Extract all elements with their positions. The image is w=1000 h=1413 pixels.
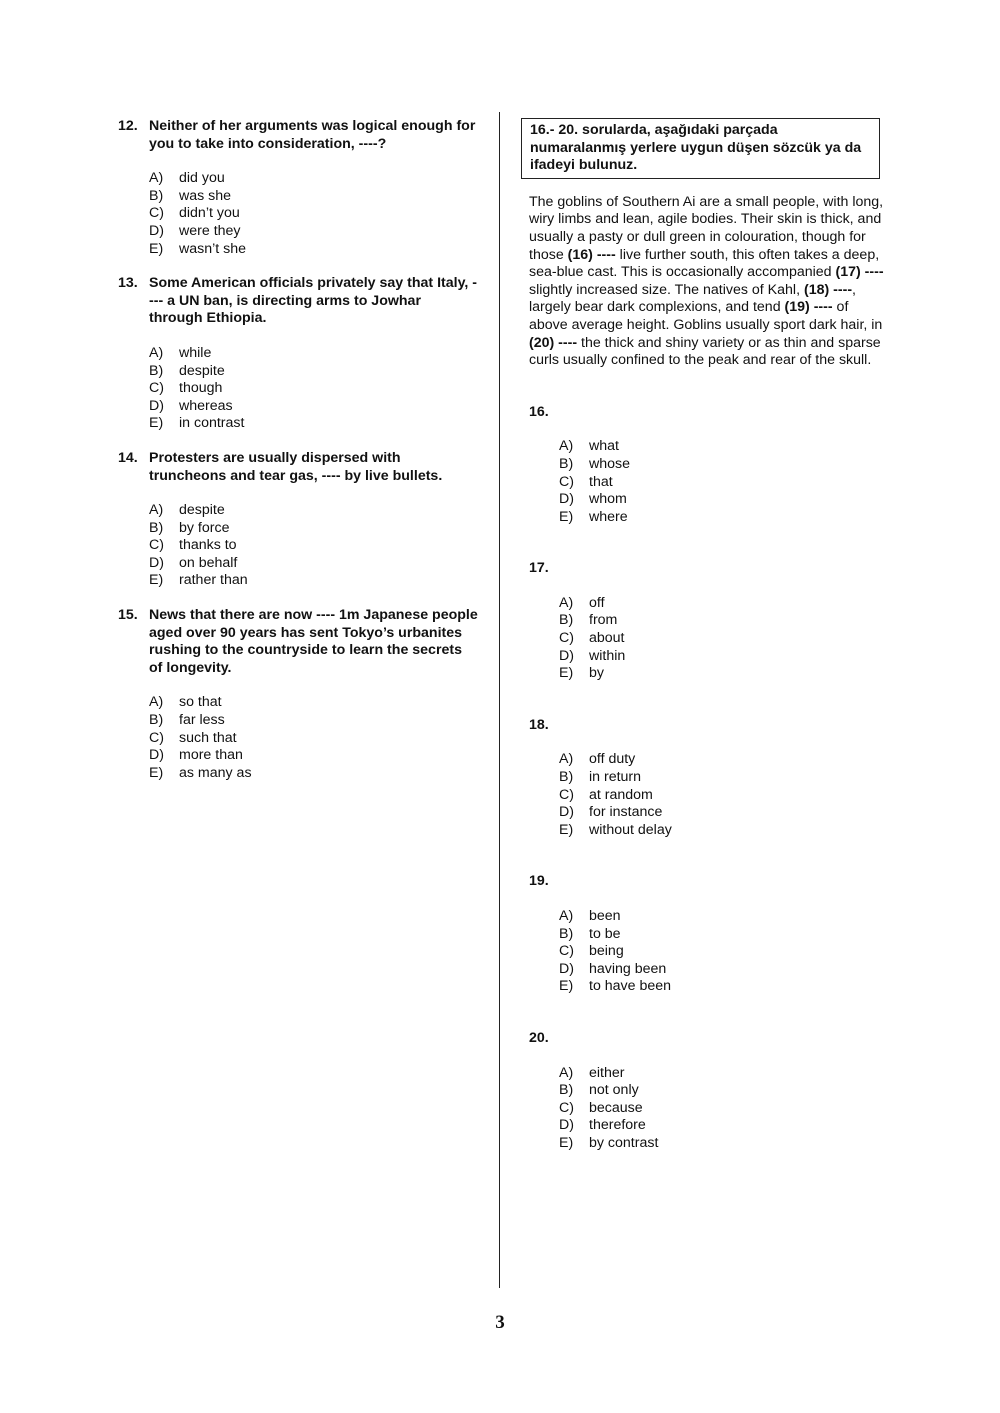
option-a[interactable]: A) been (559, 908, 621, 924)
reading-passage: The goblins of Southern Ai are a small people, with long, wiry limbs and lean, agile bodies. Their skin is thick, and usually a pasty or dull green in colouration, though for those (16) ---- live further south, this often takes a deep, sea-blue cast. This is occasionally accompanied (17) ---- slightly increased size. The natives of Kahl, (18) ----, largely bear dark complexions, and tend (19) ---- of above average height. Goblins usually sport dark hair, in (20) ---- the thick and shiny variety or as thin and sparse curls usually confined to the peak and rear of the skull. (529, 193, 884, 369)
blank-19: (19) ---- (784, 299, 833, 316)
option-b[interactable]: B) from (559, 612, 618, 629)
option-a[interactable]: A) while (149, 344, 212, 361)
option-b[interactable]: B) was she (149, 187, 232, 204)
left-column (118, 118, 478, 799)
option-c[interactable]: C) though (149, 380, 223, 397)
question-number: 17. (529, 560, 549, 577)
option-a[interactable]: A) off (559, 594, 605, 611)
column-divider (499, 112, 500, 1288)
option-a[interactable]: A) either (559, 1064, 625, 1081)
question-number: 16. (529, 403, 549, 420)
question-number: 15. (118, 607, 138, 624)
right-column (529, 118, 889, 1153)
option-e[interactable]: E) as many as (149, 764, 252, 781)
option-d[interactable]: D) whereas (149, 397, 233, 414)
option-d[interactable]: D) were they (149, 222, 241, 239)
question-20 (529, 1030, 889, 1153)
option-c[interactable]: C) being (559, 943, 624, 960)
question-stem: News that there are now ---- 1m Japanese people aged over 90 years has sent Tokyo’s urbanites rushing to the countryside to learn the secrets of longevity. (149, 607, 478, 676)
page-number: 3 (495, 1312, 505, 1333)
question-number: 14. (118, 449, 138, 466)
question-17 (529, 560, 889, 683)
option-c[interactable]: C) that (559, 473, 613, 490)
option-d[interactable]: D) whom (559, 491, 627, 508)
option-c[interactable]: C) at random (559, 786, 653, 803)
option-d[interactable]: D) more than (149, 747, 243, 764)
question-stem: Protesters are usually dispersed with truncheons and tear gas, ---- by live bullets. (149, 449, 443, 484)
blank-16: (16) ---- (567, 246, 616, 263)
option-c[interactable]: C) didn’t you (149, 205, 240, 222)
option-c[interactable]: C) such that (149, 729, 237, 746)
question-12 (118, 118, 478, 258)
option-d[interactable]: D) for instance (559, 804, 663, 821)
option-e[interactable]: E) wasn’t she (149, 240, 247, 257)
option-c[interactable]: C) because (559, 1099, 643, 1116)
option-b[interactable]: B) despite (149, 362, 225, 379)
question-18 (529, 717, 889, 840)
instruction-box: 16.- 20. sorularda, aşağıdaki parçada numaralanmış yerlere uygun düşen sözcük ya da ifadeyi bulunuz. (521, 118, 880, 179)
option-d[interactable]: D) within (559, 647, 626, 664)
option-e[interactable]: E) by contrast (559, 1134, 659, 1151)
option-a[interactable]: A) what (559, 438, 619, 455)
option-e[interactable]: E) in contrast (149, 415, 245, 432)
question-stem: Neither of her arguments was logical enough for you to take into consideration, ----? (149, 118, 476, 152)
question-15 (118, 607, 478, 782)
option-b[interactable]: B) in return (559, 769, 642, 786)
blank-17: (17) ---- (835, 264, 884, 281)
option-a[interactable]: A) did you (149, 170, 225, 187)
option-d[interactable]: D) having been (559, 960, 667, 977)
question-19 (529, 873, 889, 996)
option-c[interactable]: C) thanks to (149, 537, 237, 554)
option-e[interactable]: E) rather than (149, 572, 248, 589)
option-b[interactable]: B) far less (149, 712, 225, 729)
option-b[interactable]: B) not only (559, 1082, 639, 1099)
option-b[interactable]: B) by force (149, 519, 230, 536)
option-a[interactable]: A) so that (149, 694, 222, 711)
blank-18: (18) ---- (803, 281, 853, 298)
question-number: 20. (529, 1029, 549, 1046)
option-b[interactable]: B) to be (559, 925, 621, 942)
question-number: 19. (529, 873, 549, 890)
question-13 (118, 275, 478, 433)
option-b[interactable]: B) whose (559, 455, 631, 472)
option-e[interactable]: E) where (559, 508, 628, 525)
question-number: 18. (529, 716, 549, 733)
question-16 (529, 404, 889, 527)
question-14 (118, 450, 478, 590)
option-e[interactable]: E) by (559, 665, 604, 682)
question-stem: Some American officials privately say that Italy, ---- a UN ban, is directing arms to Jowhar through Ethiopia. (149, 275, 478, 327)
option-a[interactable]: A) off duty (559, 751, 636, 768)
option-d[interactable]: D) on behalf (149, 554, 238, 571)
option-e[interactable]: E) to have been (559, 978, 672, 995)
option-a[interactable]: A) despite (149, 502, 225, 519)
question-number: 13. (118, 275, 138, 292)
option-d[interactable]: D) therefore (559, 1117, 646, 1134)
option-c[interactable]: C) about (559, 630, 625, 647)
question-number: 12. (118, 118, 138, 134)
blank-20: (20) ---- (529, 334, 578, 351)
option-e[interactable]: E) without delay (559, 821, 672, 838)
